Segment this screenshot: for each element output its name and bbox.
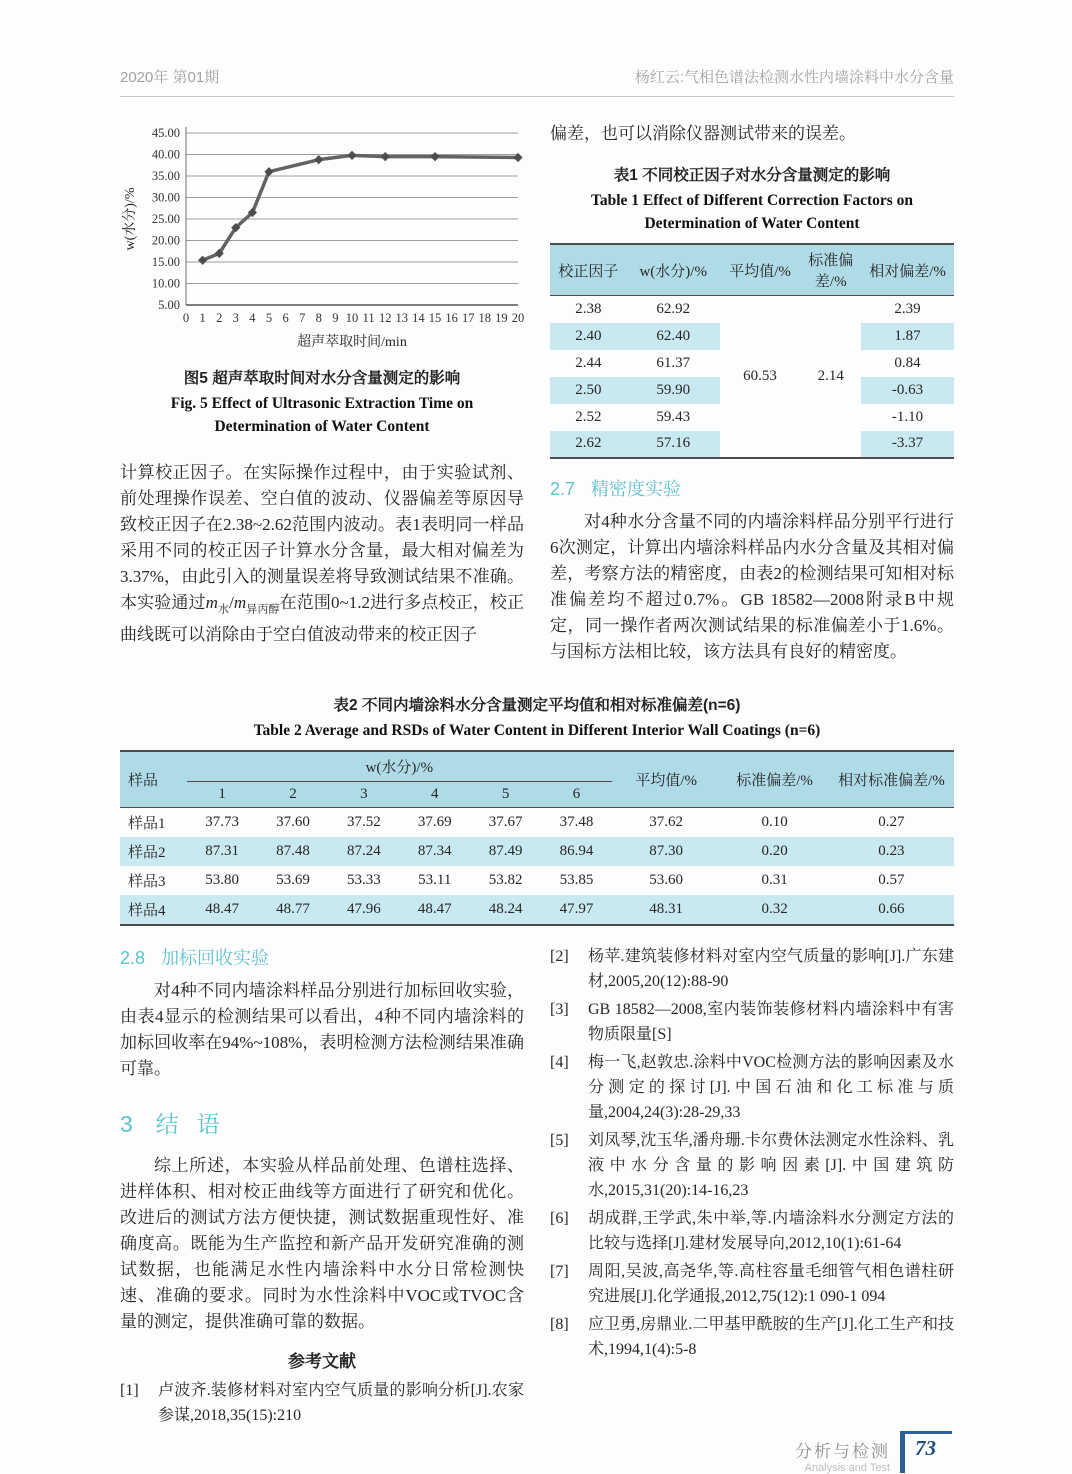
- table2-caption-en: Table 2 Average and RSDs of Water Content in Different Interior Wall Coatings (n=6): [253, 721, 821, 739]
- svg-text:7: 7: [299, 311, 306, 325]
- figure5-caption-en-line1: Fig. 5 Effect of Ultrasonic Extraction Time on: [170, 395, 474, 412]
- reference-label: [6]: [550, 1209, 569, 1227]
- reference-text: 周阳,吴波,高尧华,等.高柱容量毛细管气相色谱柱研究进展[J].化学通报,2012,75(12):1 090-1 094: [588, 1262, 954, 1305]
- table2-cell: 37.67: [488, 813, 523, 830]
- reference-item: [550, 997, 954, 1047]
- svg-text:12: 12: [378, 311, 392, 325]
- table1-cell: -0.63: [861, 377, 954, 404]
- table2-cell: 37.73: [205, 813, 240, 830]
- chart-x-label: 超声萃取时间/min: [297, 335, 407, 350]
- table2-cell: 87.34: [399, 837, 470, 866]
- figure5-line-chart: [120, 121, 524, 353]
- table2-cell: 0.57: [878, 871, 905, 888]
- reference-label: [7]: [550, 1262, 569, 1280]
- svg-text:10: 10: [345, 311, 359, 325]
- reference-label: [5]: [550, 1131, 569, 1149]
- section-title: 语: [196, 1110, 221, 1137]
- table1-cell: 2.52: [575, 408, 602, 425]
- section-number: 3: [120, 1110, 134, 1137]
- table2-cell: 87.30: [612, 837, 720, 866]
- svg-text:25.00: 25.00: [151, 212, 180, 226]
- left-paragraph: [120, 460, 524, 648]
- section-2-8-heading: [120, 944, 524, 970]
- table1-cell: 2.38: [575, 300, 602, 317]
- reference-label: [2]: [550, 947, 569, 965]
- reference-item: [550, 1259, 954, 1309]
- svg-text:15.00: 15.00: [151, 255, 180, 269]
- table2-cell: 37.52: [347, 813, 381, 830]
- table1: [550, 243, 954, 459]
- page-number: 73: [900, 1431, 952, 1473]
- reference-text: 梅一飞,赵敦忠.涂料中VOC检测方法的影响因素及水分测定的探讨[J].中国石油和化工标准与质量,2004,24(3):28-29,33: [588, 1053, 954, 1121]
- table2-cell: 53.60: [649, 871, 684, 888]
- table2-cell: 样品3: [128, 873, 166, 890]
- table1-cell: 1.87: [861, 323, 954, 350]
- svg-text:45.00: 45.00: [151, 126, 180, 140]
- table1-cell: 62.40: [627, 323, 720, 350]
- subscript-isopropanol: 异丙醇: [246, 603, 280, 616]
- reference-label: [4]: [550, 1053, 569, 1071]
- section-title: 精密度实验: [591, 478, 682, 499]
- chart-y-ticks: [152, 126, 180, 312]
- reference-text: 杨苹.建筑装修材料对室内空气质量的影响[J].广东建材,2005,20(12):88-90: [588, 947, 954, 990]
- table2-cell: 0.10: [761, 813, 788, 830]
- table2-cell: 0.32: [720, 895, 828, 925]
- table2-subheader: 3: [328, 781, 399, 807]
- reference-label: [1]: [120, 1381, 139, 1399]
- reference-text: 卢波齐.装修材料对室内空气质量的影响分析[J].农家参谋,2018,35(15):210: [158, 1381, 524, 1424]
- reference-item: [550, 1128, 954, 1203]
- variable-m: m: [205, 593, 218, 612]
- reference-label: [8]: [550, 1315, 569, 1333]
- svg-text:20: 20: [511, 311, 524, 325]
- reference-text: 胡成群,王学武,朱中举,等.内墙涂料水分测定方法的比较与选择[J].建材发展导向,2012,10(1):61-64: [588, 1209, 954, 1252]
- paragraph-text: 计算校正因子。在实际操作过程中，由于实验试剂、前处理操作误差、空白值的波动、仪器偏差等原因导致校正因子在2.38~2.62范围内波动。表1表明同一样品采用不同的校正因子计算水分含量，最大相对偏差为3.37%，由此引入的测量误差将导致测试结果不准确。本实验通过: [120, 463, 524, 612]
- table2-header: [120, 751, 954, 808]
- table2-cell: 48.77: [258, 895, 329, 925]
- section-number: 2.8: [120, 947, 146, 968]
- svg-text:1: 1: [199, 311, 206, 325]
- svg-text:2: 2: [216, 311, 223, 325]
- svg-text:5.00: 5.00: [158, 298, 180, 312]
- table2-cell: 0.31: [761, 871, 788, 888]
- table1-cell: 59.43: [656, 408, 691, 425]
- section-2-8-paragraph: 对4种不同内墙涂料样品分别进行加标回收实验，由表4显示的检测结果可以看出，4种不同内墙涂料的加标回收率在94%~108%，表明检测方法检测结果准确可靠。: [120, 980, 524, 1078]
- references-left: [120, 1378, 524, 1428]
- slash: /: [229, 593, 234, 612]
- table1-average-cell: 60.53: [743, 367, 777, 384]
- svg-text:13: 13: [395, 311, 409, 325]
- table2-cell: 53.85: [559, 871, 594, 888]
- left-column-upper: [120, 121, 524, 665]
- svg-text:10.00: 10.00: [151, 276, 180, 291]
- table2-subheader: 6: [541, 781, 612, 807]
- svg-text:40.00: 40.00: [151, 147, 180, 162]
- table2-cell: 37.69: [417, 813, 452, 830]
- table1-body: [550, 296, 954, 458]
- svg-text:18: 18: [478, 311, 492, 325]
- reference-text: 刘凤琴,沈玉华,潘舟珊.卡尔费休法测定水性涂料、乳液中水分含量的影响因素[J].中国建筑防水,2015,31(20):14-16,23: [588, 1131, 954, 1199]
- table2-col-rsd: 相对标准偏差/%: [829, 751, 954, 808]
- reference-text: GB 18582—2008,室内装饰装修材料内墙涂料中有害物质限量[S]: [588, 1000, 954, 1043]
- table1-row: [550, 296, 954, 323]
- table2-subheader: 4: [399, 781, 470, 807]
- table1-cell: 0.84: [894, 354, 921, 371]
- table1-cell: 62.92: [656, 300, 691, 317]
- lower-columns: [120, 944, 954, 1431]
- table2-col-sample: 样品: [120, 751, 187, 808]
- svg-text:19: 19: [495, 311, 508, 325]
- reference-text: 应卫勇,房鼎业.二甲基甲酰胺的生产[J].化工生产和技术,1994,1(4):5-8: [588, 1315, 954, 1358]
- footer-journal-en: Analysis and Test: [804, 1461, 890, 1474]
- table1-cell: 57.16: [627, 431, 720, 458]
- footer-journal-name: [795, 1431, 890, 1474]
- svg-text:14: 14: [412, 311, 425, 325]
- svg-text:16: 16: [445, 311, 458, 325]
- table1-cell: 61.37: [656, 354, 691, 371]
- table1-cell: 2.40: [550, 323, 627, 350]
- reference-item: [550, 1312, 954, 1362]
- table2-col-group: w(水分)/%: [187, 751, 612, 782]
- section-2-7-heading: [550, 475, 954, 501]
- table2-cell: 48.24: [470, 895, 541, 925]
- chart-markers: [198, 151, 523, 265]
- table2-row: [120, 866, 954, 895]
- table2-cell: 样品1: [128, 815, 166, 832]
- table2-subheader: 1: [187, 781, 258, 807]
- table2-cell: 53.82: [488, 871, 523, 888]
- svg-text:30.00: 30.00: [151, 190, 180, 205]
- variable-m: m: [233, 593, 247, 612]
- left-column-lower: [120, 944, 524, 1431]
- table2-caption-zh: 表2 不同内墙涂料水分含量测定平均值和相对标准偏差(n=6): [333, 696, 741, 714]
- table2-subheader: 2: [258, 781, 329, 807]
- upper-columns: [120, 121, 954, 665]
- table2-row: [120, 837, 954, 866]
- table1-col-header: 标准偏差/%: [800, 244, 861, 296]
- table2-cell: 0.66: [829, 895, 954, 925]
- table2-body: [120, 807, 954, 925]
- table2-cell: 47.96: [328, 895, 399, 925]
- table2-cell: 37.60: [276, 813, 310, 830]
- table2-cell: 48.31: [612, 895, 720, 925]
- table2-cell: 0.27: [878, 813, 905, 830]
- reference-item: [120, 1378, 524, 1428]
- section-number: 2.7: [550, 478, 576, 499]
- running-header: [120, 66, 954, 97]
- section-title: 加标回收实验: [161, 947, 270, 968]
- table2-cell: 53.33: [347, 871, 381, 888]
- table2-cell: 48.47: [399, 895, 470, 925]
- table1-cell: 2.39: [894, 300, 921, 317]
- subscript-water: 水: [217, 603, 230, 616]
- reference-item: [550, 1206, 954, 1256]
- section-3-paragraph: 综上所述，本实验从样品前处理、色谱柱选择、进样体积、相对校正曲线等方面进行了研究和优化。改进后的测试方法方便快捷，测试数据重现性好、准确度高。既能为生产监控和新产品开发研究准确的测试数据，也能满足水性内墙涂料中水分日常检测快速、准确的要求。同时为水性涂料中VOC或TVOC含量的测定，提供准确可靠的数据。: [120, 1155, 524, 1331]
- table2-cell: 样品2: [120, 837, 187, 866]
- svg-text:17: 17: [461, 311, 475, 325]
- table1-caption-en: [550, 189, 954, 235]
- table1-col-header: w(水分)/%: [627, 244, 720, 296]
- figure5-caption-en-line2: Determination of Water Content: [214, 418, 430, 435]
- table2-col-mean: 平均值/%: [612, 751, 720, 808]
- table2-cell: 47.97: [541, 895, 612, 925]
- svg-text:20.00: 20.00: [151, 233, 180, 248]
- right-column-lower: [550, 944, 954, 1431]
- table2-cell: 87.48: [258, 837, 329, 866]
- table1-stddev-cell: 2.14: [817, 367, 844, 384]
- references-heading: 参考文献: [288, 1351, 356, 1371]
- table1-cell: 2.50: [550, 377, 627, 404]
- table2-cell: 53.11: [418, 871, 452, 888]
- reference-item: [550, 944, 954, 994]
- table1-cell: 2.62: [550, 431, 627, 458]
- table2-cell: 0.23: [829, 837, 954, 866]
- table2: [120, 750, 954, 926]
- table1-cell: 2.44: [575, 354, 602, 371]
- section-title: 结: [155, 1110, 197, 1137]
- figure5-caption-en: [120, 392, 524, 438]
- references-right: [550, 944, 954, 1362]
- table2-cell: 37.48: [559, 813, 594, 830]
- table1-cell: -3.37: [861, 431, 954, 458]
- table2-cell: 样品4: [120, 895, 187, 925]
- footer-journal-zh: 分析与检测: [795, 1441, 890, 1461]
- table2-row: [120, 895, 954, 925]
- svg-text:3: 3: [232, 311, 239, 325]
- svg-text:11: 11: [362, 311, 375, 325]
- table1-header: [550, 244, 954, 296]
- right-top-paragraph: 偏差，也可以消除仪器测试带来的误差。: [550, 124, 856, 143]
- right-column-upper: [550, 121, 954, 665]
- table2-cell: 53.69: [276, 871, 310, 888]
- table2-block: [120, 685, 954, 926]
- chart-x-ticks: [183, 311, 524, 325]
- table1-col-header: 平均值/%: [720, 244, 801, 296]
- table2-subheader: 5: [470, 781, 541, 807]
- svg-text:6: 6: [282, 311, 289, 325]
- reference-item: [550, 1050, 954, 1125]
- chart-line: [203, 155, 518, 260]
- svg-text:15: 15: [428, 311, 442, 325]
- figure5-block: [120, 121, 524, 438]
- page-footer: [120, 1431, 954, 1474]
- table1-col-header: 相对偏差/%: [861, 244, 954, 296]
- svg-text:4: 4: [249, 311, 256, 325]
- paragraph-text: 在范围0~1.2进行多点校正，校正曲线既可以消除由于空白值波动带来的校正因子: [120, 593, 525, 645]
- table2-cell: 87.31: [187, 837, 258, 866]
- table1-caption-zh: 表1 不同校正因子对水分含量测定的影响: [613, 167, 891, 184]
- article-title-header: 杨红云:气相色谱法检测水性内墙涂料中水分含量: [634, 69, 954, 86]
- table1-caption-en-line2: Determination of Water Content: [644, 215, 860, 232]
- table2-cell: 48.47: [187, 895, 258, 925]
- chart-y-label: w(水分)/%: [123, 187, 138, 251]
- figure5-caption-zh: 图5 超声萃取时间对水分含量测定的影响: [183, 370, 461, 387]
- svg-text:35.00: 35.00: [151, 169, 180, 183]
- table1-cell: -1.10: [891, 408, 924, 425]
- issue-info: 2020年 第01期: [120, 69, 220, 86]
- table2-row: [120, 807, 954, 837]
- table2-col-sd: 标准偏差/%: [720, 751, 828, 808]
- svg-text:8: 8: [315, 311, 322, 325]
- table1-col-header: 校正因子: [550, 244, 627, 296]
- table2-cell: 86.94: [541, 837, 612, 866]
- table1-caption-en-line1: Table 1 Effect of Different Correction Factors on: [590, 192, 914, 209]
- section-3-heading: [120, 1106, 524, 1139]
- svg-text:9: 9: [332, 311, 339, 325]
- table2-cell: 87.24: [328, 837, 399, 866]
- table2-cell: 87.49: [470, 837, 541, 866]
- section-2-7-paragraph: 对4种水分含量不同的内墙涂料样品分别平行进行6次测定，计算出内墙涂料样品内水分含量及其相对偏差，考察方法的精密度，由表2的检测结果可知相对标准偏差均不超过0.7%。GB 18582—2008附录B中规定，同一操作者两次测试结果的标准偏差小于1.6%。与国标方法相比较，该方法具有良好的精密度。: [550, 511, 954, 661]
- table2-cell: 0.20: [720, 837, 828, 866]
- svg-text:0: 0: [182, 311, 190, 325]
- svg-text:5: 5: [265, 311, 273, 325]
- table2-cell: 53.80: [205, 871, 240, 888]
- reference-label: [3]: [550, 1000, 569, 1018]
- table2-cell: 37.62: [649, 813, 684, 830]
- table1-block: [550, 163, 954, 459]
- table1-cell: 59.90: [627, 377, 720, 404]
